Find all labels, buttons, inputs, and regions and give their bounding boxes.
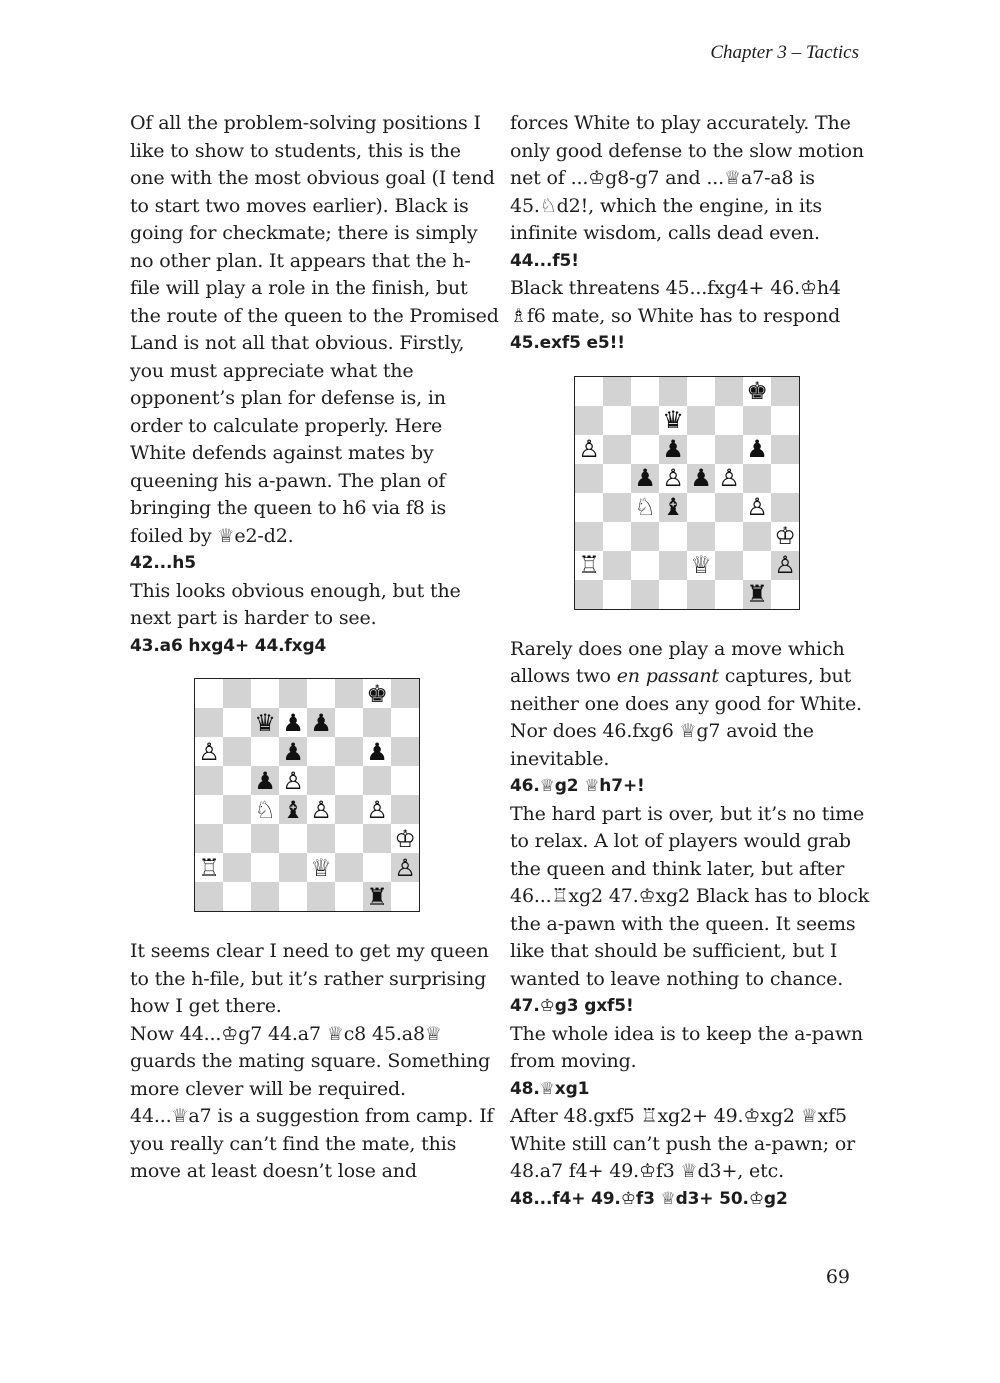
chess-piece-square: ♟: [687, 464, 715, 493]
chess-square: [771, 435, 799, 464]
chess-square: [687, 377, 715, 406]
paragraph: forces White to play accurately. The only good defense to the slow motion net of ...♔g8-g7 and ...♕a7-a8 is 45.♘d2!, which the engine, in its infinite wisdom, calls dead even.: [510, 112, 865, 244]
chess-square: [603, 551, 631, 580]
chess-square: [391, 708, 419, 737]
chess-piece-square: ♟: [659, 435, 687, 464]
chess-piece-square: ♟: [279, 737, 307, 766]
chess-square: [659, 377, 687, 406]
chess-piece-square: ♙: [659, 464, 687, 493]
chess-square: [279, 679, 307, 708]
chess-square: [391, 679, 419, 708]
move-notation: 47.♔g3 gxf5!: [510, 996, 634, 1016]
chess-square: [715, 493, 743, 522]
chess-piece-square: ♙: [391, 853, 419, 882]
page-number: 69: [825, 1266, 850, 1288]
chess-square: [631, 406, 659, 435]
move-notation: 43.a6 hxg4+ 44.fxg4: [130, 635, 327, 656]
chess-square: [335, 737, 363, 766]
chess-square: [687, 580, 715, 609]
left-column: [130, 110, 500, 1186]
chess-square: [603, 406, 631, 435]
chess-square: [575, 493, 603, 522]
chess-square: [307, 882, 335, 911]
chess-square: [195, 795, 223, 824]
chess-square: [715, 522, 743, 551]
chess-square: [391, 766, 419, 795]
chess-piece-square: ♘: [251, 795, 279, 824]
chess-square: [195, 766, 223, 795]
chess-piece-square: ♙: [715, 464, 743, 493]
chess-piece-square: ♟: [251, 766, 279, 795]
paragraph: [510, 636, 880, 774]
chess-square: [279, 824, 307, 853]
text-run: captures, but neither one does any good for White. Nor does 46.fxg6 ♕g7 avoid the inevitable.: [510, 665, 862, 770]
chess-piece-square: ♕: [307, 853, 335, 882]
chess-square: [687, 435, 715, 464]
chess-piece-square: ♝: [659, 493, 687, 522]
chess-square: [195, 708, 223, 737]
move-notation: 44...f5!: [510, 250, 579, 271]
chess-piece-square: ♟: [743, 435, 771, 464]
chess-square: [603, 522, 631, 551]
chess-square: [279, 882, 307, 911]
chess-square: [659, 522, 687, 551]
chess-square: [363, 824, 391, 853]
chess-piece-square: ♖: [195, 853, 223, 882]
chess-diagram-1: [194, 678, 500, 912]
chess-board: [574, 376, 800, 610]
chess-square: [223, 708, 251, 737]
move-notation: 46.♕g2 ♕h7+!: [510, 776, 645, 796]
chess-square: [771, 580, 799, 609]
chess-piece-square: ♙: [771, 551, 799, 580]
chess-square: [363, 853, 391, 882]
chess-square: [307, 679, 335, 708]
chess-piece-square: ♚: [363, 679, 391, 708]
paragraph: After 48.gxf5 ♖xg2+ 49.♔xg2 ♕xf5 White still can’t push the a-pawn; or 48.a7 f4+ 49.♔f3 ♕d3+, etc.: [510, 1105, 856, 1182]
chess-square: [195, 824, 223, 853]
chess-square: [307, 737, 335, 766]
chess-piece-square: ♛: [251, 708, 279, 737]
chess-square: [223, 679, 251, 708]
chess-piece-square: ♚: [743, 377, 771, 406]
chess-square: [223, 795, 251, 824]
chess-piece-square: ♕: [687, 551, 715, 580]
chess-piece-square: ♟: [307, 708, 335, 737]
paragraph: Of all the problem-solving positions I like to show to students, this is the one with the most obvious goal (I tend to start two moves earlier). Black is going for checkmate; there is simply no other plan. It appears that the h-file will play a role in the finish, but the route of the queen to the Promised Land is not all that obvious. Firstly, you must appreciate what the opponent’s plan for defense is, in order to calculate properly. Here White defends against mates by queening his a-pawn. The plan of bringing the queen to h6 via f8 is foiled by ♕e2-d2.: [130, 112, 499, 547]
chess-square: [251, 824, 279, 853]
chess-square: [603, 493, 631, 522]
chess-piece-square: ♝: [279, 795, 307, 824]
chess-square: [251, 853, 279, 882]
chess-square: [771, 377, 799, 406]
chess-square: [771, 464, 799, 493]
chess-square: [603, 580, 631, 609]
chess-square: [335, 795, 363, 824]
chess-piece-square: ♜: [363, 882, 391, 911]
italic-text: en passant: [616, 665, 719, 687]
chess-square: [363, 766, 391, 795]
paragraph: Black threatens 45...fxg4+ 46.♔h4 ♗f6 mate, so White has to respond: [510, 277, 841, 327]
chess-square: [631, 377, 659, 406]
chess-square: [575, 580, 603, 609]
chess-square: [223, 853, 251, 882]
chess-square: [307, 824, 335, 853]
chess-piece-square: ♙: [575, 435, 603, 464]
chess-square: [335, 882, 363, 911]
chess-square: [715, 435, 743, 464]
chess-square: [363, 708, 391, 737]
chess-square: [715, 551, 743, 580]
chess-piece-square: ♙: [279, 766, 307, 795]
chess-piece-square: ♟: [279, 708, 307, 737]
chess-square: [659, 551, 687, 580]
chess-square: [195, 882, 223, 911]
chess-square: [631, 551, 659, 580]
chess-piece-square: ♜: [743, 580, 771, 609]
chess-diagram-2: [574, 376, 880, 610]
chess-square: [251, 882, 279, 911]
chess-square: [743, 406, 771, 435]
running-head: Chapter 3 – Tactics: [710, 42, 859, 63]
paragraph: 44...♕a7 is a suggestion from camp. If you really can’t find the mate, this move at least doesn’t lose and: [130, 1105, 494, 1182]
move-notation: 48.♕xg1: [510, 1078, 590, 1099]
chess-square: [603, 377, 631, 406]
chess-piece-square: ♙: [363, 795, 391, 824]
chess-square: [631, 522, 659, 551]
paragraph: The hard part is over, but it’s no time to relax. A lot of players would grab the queen and think later, but after 46...♖xg2 47.♔xg2 Black has to block the a-pawn with the queen. It seems like that should be sufficient, but I wanted to leave nothing to chance.: [510, 802, 870, 990]
chess-square: [659, 580, 687, 609]
chess-square: [195, 679, 223, 708]
chess-square: [335, 824, 363, 853]
chess-board: [194, 678, 420, 912]
chess-piece-square: ♔: [771, 522, 799, 551]
chess-square: [603, 464, 631, 493]
chess-square: [575, 522, 603, 551]
chess-square: [715, 580, 743, 609]
move-notation: 42...h5: [130, 553, 196, 573]
chess-piece-square: ♟: [631, 464, 659, 493]
chess-square: [251, 679, 279, 708]
chess-square: [391, 737, 419, 766]
paragraph: It seems clear I need to get my queen to the h-file, but it’s rather surprising how I get there.: [130, 940, 489, 1017]
chess-piece-square: ♙: [307, 795, 335, 824]
chess-square: [715, 406, 743, 435]
chess-square: [743, 522, 771, 551]
paragraph: Now 44...♔g7 44.a7 ♕c8 45.a8♕ guards the mating square. Something more clever will be required.: [130, 1022, 491, 1100]
chess-square: [575, 377, 603, 406]
move-notation: 48...f4+ 49.♔f3 ♕d3+ 50.♔g2: [510, 1188, 788, 1209]
chess-square: [251, 737, 279, 766]
chess-square: [743, 551, 771, 580]
chess-square: [603, 435, 631, 464]
chess-square: [223, 766, 251, 795]
chess-square: [391, 795, 419, 824]
paragraph: This looks obvious enough, but the next part is harder to see.: [130, 579, 461, 629]
chess-square: [335, 708, 363, 737]
chess-square: [687, 493, 715, 522]
chess-square: [631, 435, 659, 464]
chess-piece-square: ♙: [743, 493, 771, 522]
chess-piece-square: ♔: [391, 824, 419, 853]
right-column: [510, 110, 880, 1213]
chess-square: [335, 679, 363, 708]
chess-square: [575, 406, 603, 435]
text-run: Rarely does one play a move which allows two: [510, 637, 845, 687]
chess-square: [687, 406, 715, 435]
chess-square: [223, 737, 251, 766]
chess-square: [307, 766, 335, 795]
chess-square: [687, 522, 715, 551]
chess-square: [391, 882, 419, 911]
chess-square: [223, 824, 251, 853]
chess-square: [771, 493, 799, 522]
chess-square: [743, 464, 771, 493]
chess-square: [223, 882, 251, 911]
chess-square: [279, 853, 307, 882]
paragraph: The whole idea is to keep the a-pawn from moving.: [510, 1022, 864, 1072]
chess-square: [335, 853, 363, 882]
chess-square: [575, 464, 603, 493]
move-notation: 45.exf5 e5!!: [510, 333, 625, 353]
chess-piece-square: ♘: [631, 493, 659, 522]
chess-piece-square: ♟: [363, 737, 391, 766]
chess-square: [335, 766, 363, 795]
chess-square: [771, 406, 799, 435]
chess-square: [631, 580, 659, 609]
chess-piece-square: ♖: [575, 551, 603, 580]
chess-piece-square: ♛: [659, 406, 687, 435]
chess-piece-square: ♙: [195, 737, 223, 766]
chess-square: [715, 377, 743, 406]
